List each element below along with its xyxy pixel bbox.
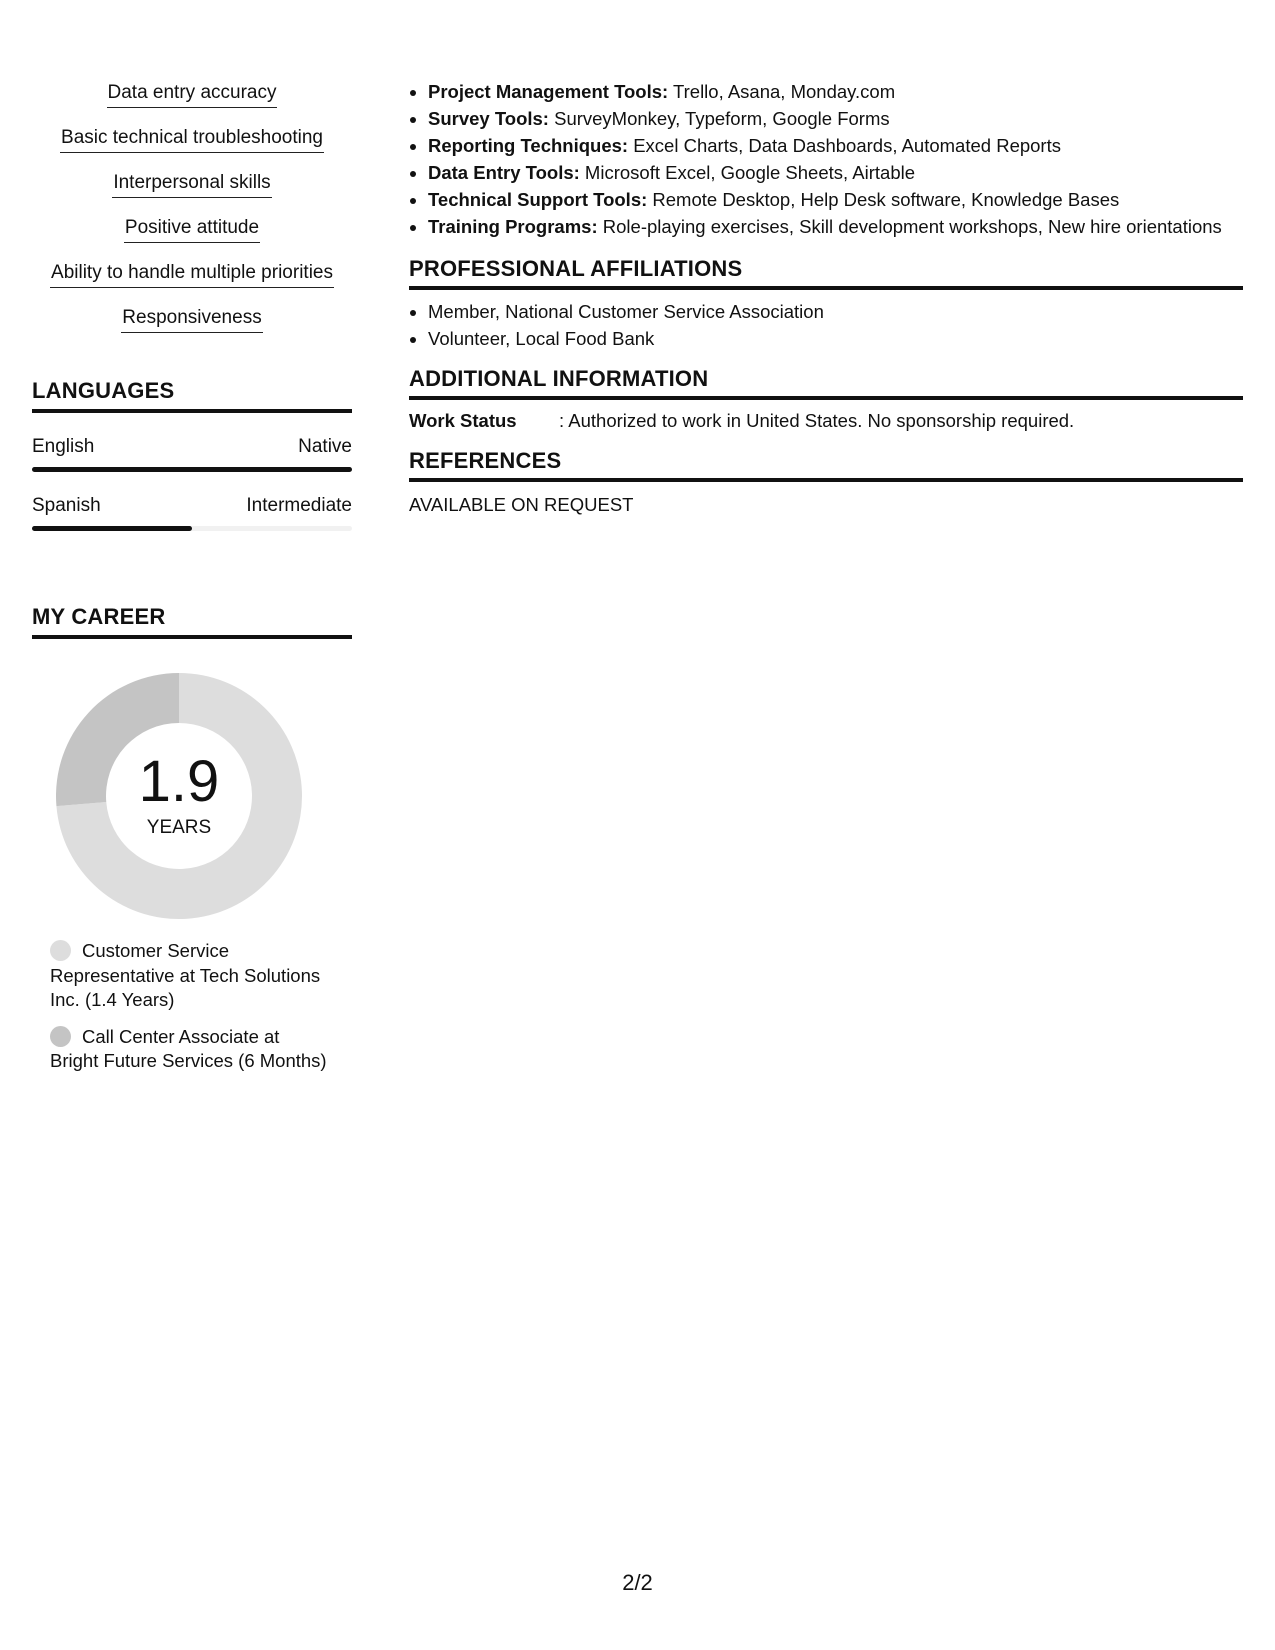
- career-legend-item: Call Center Associate at Bright Future Services (6 Months): [50, 1025, 327, 1071]
- career-total-unit: YEARS: [146, 817, 212, 838]
- language-level-bar: [32, 467, 352, 472]
- career-section: [32, 604, 352, 1074]
- skill-item: Positive attitude: [32, 215, 352, 260]
- affiliation-item: • Volunteer, Local Food Bank: [428, 325, 1243, 352]
- language-level-fill: [32, 467, 352, 472]
- work-status-value: : Authorized to work in United States. No sponsorship required.: [559, 410, 1075, 431]
- skill-item: Ability to handle multiple priorities: [32, 260, 352, 305]
- languages-section: [32, 378, 352, 531]
- tools-list: [409, 78, 1243, 240]
- language-level: Native: [298, 436, 352, 457]
- skill-item: Interpersonal skills: [32, 170, 352, 215]
- skill-item: Basic technical troubleshooting: [32, 125, 352, 170]
- tools-item: • Survey Tools: SurveyMonkey, Typeform, Google Forms: [428, 105, 1243, 132]
- language-name: Spanish: [32, 495, 101, 516]
- right-column: [409, 78, 1243, 518]
- affiliations-list: [409, 298, 1243, 352]
- legend-dot-icon: [50, 940, 71, 961]
- affiliations-heading: PROFESSIONAL AFFILIATIONS: [409, 256, 1243, 290]
- skill-item: Data entry accuracy: [32, 80, 352, 125]
- left-column: [32, 80, 352, 1086]
- language-level: Intermediate: [246, 495, 352, 516]
- career-legend: [50, 939, 330, 1074]
- language-row: [32, 494, 352, 531]
- tools-item: • Reporting Techniques: Excel Charts, Data Dashboards, Automated Reports: [428, 132, 1243, 159]
- tools-item: • Technical Support Tools: Remote Desktop, Help Desk software, Knowledge Bases: [428, 186, 1243, 213]
- tools-item: • Project Management Tools: Trello, Asana, Monday.com: [428, 78, 1243, 105]
- career-donut-chart: [56, 673, 302, 919]
- work-status-label: Work Status: [409, 410, 517, 431]
- references-heading: REFERENCES: [409, 448, 1243, 482]
- additional-info-heading: ADDITIONAL INFORMATION: [409, 366, 1243, 400]
- career-total-value: 1.9: [138, 749, 220, 814]
- language-name: English: [32, 436, 95, 457]
- work-status-row: [409, 408, 1243, 434]
- skill-item: Responsiveness: [32, 305, 352, 350]
- language-level-fill: [32, 526, 192, 531]
- affiliation-item: • Member, National Customer Service Association: [428, 298, 1243, 325]
- career-legend-item: Customer Service Representative at Tech Solutions Inc. (1.4 Years): [50, 940, 321, 1010]
- tools-item: • Training Programs: Role-playing exercises, Skill development workshops, New hire orientations: [428, 213, 1243, 240]
- language-row: [32, 435, 352, 472]
- languages-heading: LANGUAGES: [32, 378, 352, 413]
- language-level-bar: [32, 526, 352, 531]
- skills-list: [32, 80, 352, 350]
- tools-item: • Data Entry Tools: Microsoft Excel, Google Sheets, Airtable: [428, 159, 1243, 186]
- career-heading: MY CAREER: [32, 604, 352, 639]
- references-text: AVAILABLE ON REQUEST: [409, 494, 634, 515]
- page-number: 2/2: [622, 1570, 653, 1595]
- legend-dot-icon: [50, 1026, 71, 1047]
